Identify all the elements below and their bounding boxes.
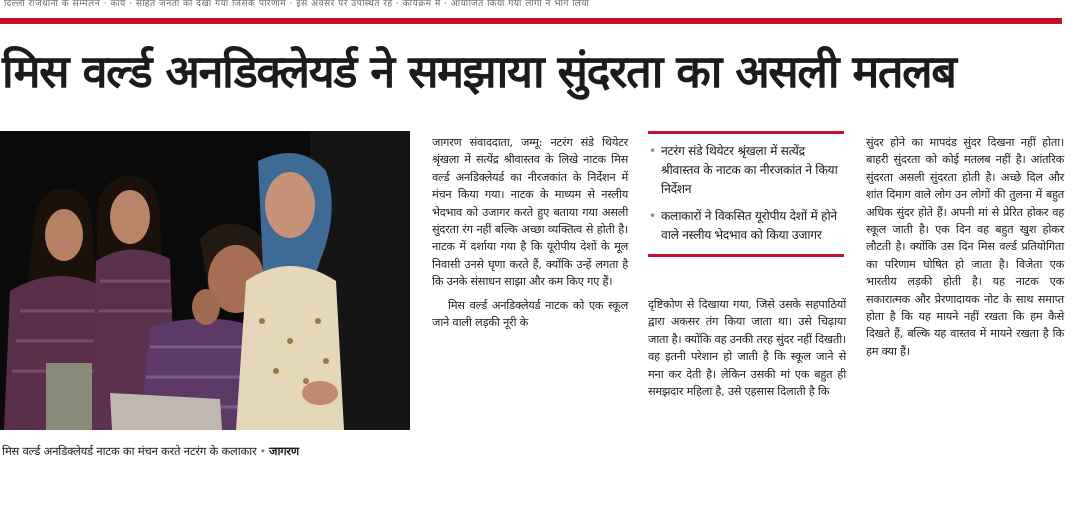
bullet-icon: • xyxy=(649,209,656,223)
highlights-bottom-rule xyxy=(648,254,844,257)
caption-text: मिस वर्ल्ड अनडिक्लेयर्ड नाटक का मंचन करते नटरंग के कलाकार xyxy=(2,444,257,458)
highlight-item xyxy=(648,142,846,199)
photo-caption xyxy=(2,440,412,462)
highlight-item xyxy=(648,207,846,245)
photo-illustration xyxy=(0,131,410,430)
caption-credit: जागरण xyxy=(269,444,299,458)
article-column-3 xyxy=(648,296,846,400)
highlights-box xyxy=(648,131,846,257)
bullet-icon: • xyxy=(649,144,656,158)
article-column-1 xyxy=(432,134,628,331)
column1-paragraph-1: जागरण संवाददाता, जम्मू: नटरंग संडे थियेटर श्रृंखला में सत्येंद्र श्रीवास्तव के लिखे नाटक मिस वर्ल्ड अनडिक्लेयर्ड का नीरजकांत के निर्देशन में मंचन किया गया। नाटक के माध्यम से नस्लीय भेदभाव को उजागर करते हुए बताया गया असली सुंदरता रंग नहीं बल्कि अच्छा व्यक्तित्व से होती है। नाटक में दर्शाया गया है कि यूरोपीय देशों के मूल निवासी उनसे घृणा करते हैं, क्योंकि उन्हें लगता है कि उनके संसाधन साझा और कम किए गए हैं। xyxy=(432,136,628,289)
column1-paragraph-2: मिस वर्ल्ड अनडिक्लेयर्ड नाटक को एक स्कूल जाने वाली लड़की नूरी के xyxy=(432,298,628,330)
top-strip-text: दिल्ली राजधानी के सम्मेलन · कार्य · सहित जनता को देखा गया जिसके परिणाम · इस अवसर पर उपस्थित रहे · कार्यक्रम में · आयोजित किया गया लोगों ने भाग लिया xyxy=(4,0,590,8)
caption-separator: • xyxy=(259,444,266,458)
highlight-text: कलाकारों ने विकसित यूरोपीय देशों में होने वाले नस्लीय भेदभाव को किया उजागर xyxy=(661,209,837,242)
article-photo xyxy=(0,131,410,430)
red-rule xyxy=(0,18,1062,24)
highlights-top-rule xyxy=(648,131,844,134)
article-column-4 xyxy=(866,134,1064,360)
column4-paragraph: सुंदर होने का मापदंड सुंदर दिखना नहीं होता। बाहरी सुंदरता को कोई मतलब नहीं है। आंतरिक सुंदरता असली सुंदरता होती है। अच्छे दिल और शांत दिमाग वाले लोग उन लोगों की तुलना में बहुत अधिक सुंदर होते हैं। अपनी मां से प्रेरित होकर वह स्कूल जाती है। एक दिन वह बहुत खुश होकर लौटती है। क्योंकि उस दिन मिस वर्ल्ड प्रतियोगिता का परिणाम घोषित हो जाता है। विजेता एक भारतीय लड़की होती है। यह नाटक एक सकारात्मक और प्रेरणादायक नोट के साथ समाप्त होता है कि यह मायने नहीं रखता कि हम कैसे दिखते हैं, बल्कि यह वास्तव में मायने रखता है कि हम क्या हैं। xyxy=(866,136,1064,358)
column3-paragraph: दृष्टिकोण से दिखाया गया, जिसे उसके सहपाठियों द्वारा अकसर तंग किया जाता था। उसे चिढ़ाया जाता है। क्योंकि वह उनकी तरह सुंदर नहीं दिखती। वह इतनी परेशान हो जाती है कि स्कूल जाने से मना कर देती है। लेकिन उसकी मां एक बहुत ही समझदार महिला है, उसे एहसास दिलाती है कि xyxy=(648,298,846,399)
highlight-text: नटरंग संडे थियेटर श्रृंखला में सत्येंद्र श्रीवास्तव के नाटक का नीरजकांत ने किया निर्देशन xyxy=(661,144,838,196)
headline: मिस वर्ल्ड अनडिक्लेयर्ड ने समझाया सुंदरता का असली मतलब xyxy=(2,45,956,98)
